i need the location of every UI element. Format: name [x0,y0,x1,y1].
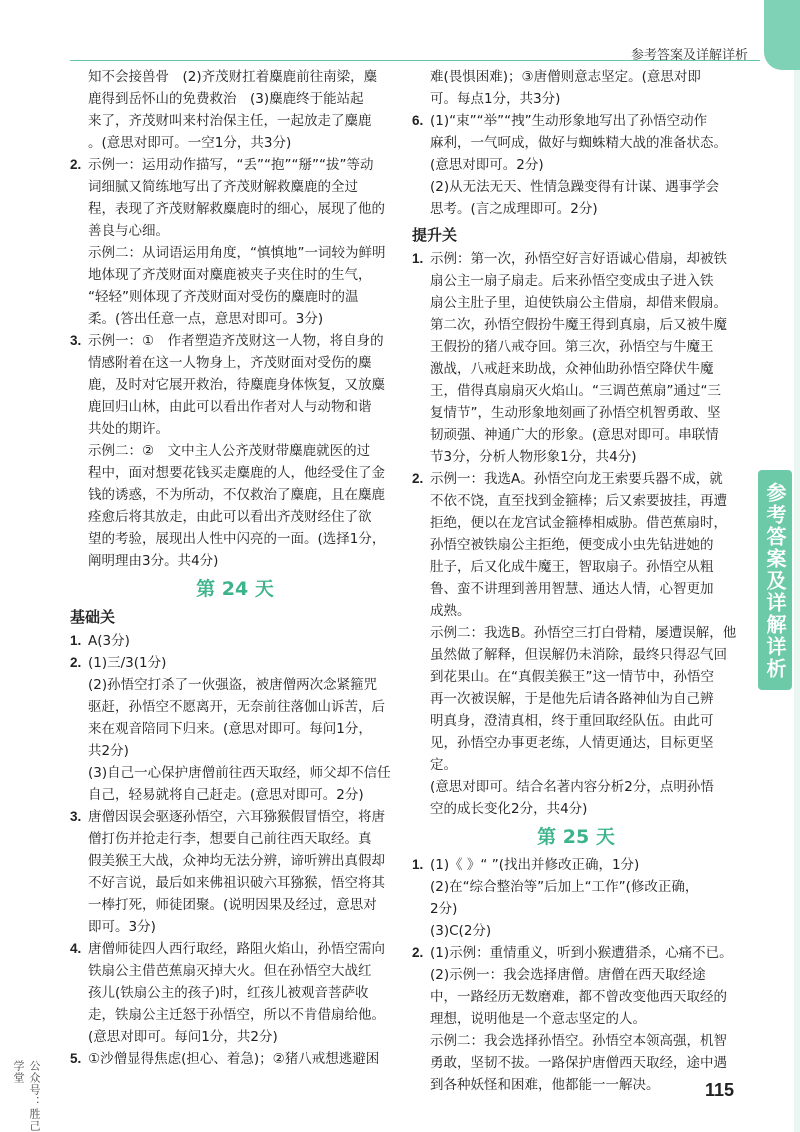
text-line: 鹿回归山林，由此可以看出作者对人与动物和谐 [88,399,372,415]
question-6 [412,110,740,220]
text-line: (3)C(2分) [430,923,492,939]
page-header [0,0,800,62]
text-line: 知不会接兽骨 (2)齐茂财扛着麋鹿前往南梁，麋 [88,69,378,85]
text-line: 成熟。 [430,603,471,619]
text-line: 拒绝，便以在龙宫试金箍棒相威胁。借芭蕉扇时， [430,515,727,531]
text-line: 程中，面对想要花钱买走麋鹿的人，他经受住了金 [88,465,385,481]
question-number: 3. [70,809,82,824]
text-line: (意思对即可。每问1分，共2分) [88,1029,278,1045]
text-line: 节3分，分析人物形象1分，共4分) [430,449,637,465]
text-line: 难(畏惧困难)；③唐僧则意志坚定。(意思对即 [430,69,701,85]
text-line: 空的成长变化2分，共4分) [430,801,588,817]
question-number: 2. [70,157,82,172]
text-line: 孩儿(铁扇公主的孩子)时，红孩儿被观音菩萨收 [88,985,369,1001]
section-title-advance: 提升关 [412,226,458,244]
text-line: 自己，轻易就将自己赶走。(意思对即可。2分) [88,787,364,803]
day25-question-2 [412,942,740,1096]
text-line: (1)“束”“举”“拽”生动形象地写出了孙悟空动作 [430,113,708,129]
text-line: 虽然做了解释，但误解仍未消除，最终只得忍气回 [430,647,727,663]
text-line: 阐明理由3分。共4分) [88,553,219,569]
text-line: 到花果山。在“真假美猴王”这一情节中，孙悟空 [430,669,714,685]
text-line: (2)孙悟空打杀了一伙强盗，被唐僧两次念紧箍咒 [88,677,378,693]
text-line: 再一次被误解，于是他先后请各路神仙为自己辨 [430,691,714,707]
left-column [70,66,400,1070]
question-number: 1. [412,251,424,266]
question-2 [70,154,400,330]
text-line: 钱的诱惑，不为所动，不仅救治了麋鹿，且在麋鹿 [88,487,385,503]
text-line: 假美猴王大战，众神均无法分辨，谛听辨出真假却 [88,853,385,869]
header-rule [70,60,760,61]
text-line: 柔。(答出任意一点，意思对即可。3分) [88,311,324,327]
text-line: 明真身，澄清真相，终于重回取经队伍。由此可 [430,713,714,729]
text-line: “轻轻”则体现了齐茂财面对受伤的麋鹿时的温 [88,289,359,305]
text-line: 麻利，一气呵成，做好与蜘蛛精大战的准备状态。 [430,135,727,151]
question-number: 5. [70,1051,82,1066]
text-line: 到各种妖怪和困难，他都能一一解决。 [430,1077,660,1093]
text-line: (2)从无法无天、性情急躁变得有计谋、遇事学会 [430,179,720,195]
text-line: 示例：第一次，孙悟空好言好语诚心借扇，却被铁 [430,251,727,267]
text-line: 示例二：我选B。孙悟空三打白骨精，屡遭误解，他 [430,625,737,641]
text-line: (2)在“综合整治等”后加上“工作”(修改正确， [430,879,699,895]
question-3 [70,330,400,572]
text-line: 扇公主一扇子扇走。后来孙悟空变成虫子进入铁 [430,273,714,289]
header-title: 参考答案及详解详析 [630,48,748,63]
text-line: 孙悟空被铁扇公主拒绝，便变成小虫先钻进她的 [430,537,714,553]
basic-question-4 [70,938,400,1048]
text-line: 僧打伤并抢走行李，想要自己前往西天取经。真 [88,831,372,847]
basic-question-2 [70,652,400,806]
text-line: A(3分) [88,633,130,649]
text-line: (3)自己一心保护唐僧前往西天取经，师父却不信任 [88,765,391,781]
basic-question-5 [70,1048,400,1070]
text-line: 示例二：从词语运用角度，“慎慎地”一词较为鲜明 [88,245,386,261]
text-line: 见，孙悟空办事更老练，人情更通达，目标更坚定。 [430,735,714,773]
text-line: 程，表现了齐茂财解救麋鹿时的细心，展现了他的 [88,201,385,217]
text-line: 一棒打死，师徒团聚。(说明因果及经过，意思对 [88,897,377,913]
text-line: 来在观音陪同下归来。(意思对即可。每问1分， [88,721,372,737]
question-number: 1. [70,633,82,648]
text-line: ①沙僧显得焦虑(担心、着急)；②猪八戒想逃避困 [88,1051,380,1067]
text-line: 唐僧师徒四人西行取经，路阻火焰山，孙悟空需向 [88,941,385,957]
day-25-title: 第 25 天 [537,826,615,848]
text-line: 不依不饶，直至找到金箍棒；后又索要披挂，再遭 [430,493,727,509]
side-tab [758,470,792,690]
text-line: (1)示例：重情重义，听到小猴遭猎杀，心痛不已。 [430,945,733,961]
text-line: 驱赶，孙悟空不愿离开，无奈前往落伽山诉苦，后 [88,699,385,715]
side-tab-label: 参考答案及详解详析 [763,482,787,680]
text-line: 2分) [430,901,458,917]
text-line: 望的考验，展现出人性中闪亮的一面。(选择1分， [88,531,386,547]
text-line: 不好言说，最后如来佛祖识破六耳猕猴，悟空将其 [88,875,385,891]
right-edge-stripe [794,70,800,1132]
question-number: 2. [412,945,424,960]
text-line: 鹿得到岳怀山的免费救治 (3)麋鹿终于能站起 [88,91,364,107]
text-line: (2)示例一：我会选择唐僧。唐僧在西天取经途 [430,967,706,983]
text-line: 鹿，及时对它展开救治，待麋鹿身体恢复，又放麋 [88,377,385,393]
text-line: 可。每点1分，共3分) [430,91,561,107]
text-line: (意思对即可。结合名著内容分析2分，点明孙悟 [430,779,714,795]
text-line: 词细腻又简练地写出了齐茂财解救麋鹿的全过 [88,179,358,195]
text-line: 勇敢，坚韧不拔。一路保护唐僧西天取经，途中遇 [430,1055,727,1071]
question-number: 1. [412,857,424,872]
right-column [412,66,740,1096]
text-line: 情感附着在这一人物身上，齐茂财面对受伤的麋 [88,355,372,371]
text-line: 痊愈后将其放走，由此可以看出齐茂财经住了欲 [88,509,372,525]
text-line: 即可。3分) [88,919,156,935]
text-line: 激战，八戒赶来助战，众神仙助孙悟空降伏牛魔 [430,361,714,377]
basic-question-1 [70,630,400,652]
day25-question-1 [412,854,740,942]
text-line: 共2分) [88,743,129,759]
question-number: 3. [70,333,82,348]
text-line: 共处的期许。 [88,421,169,437]
text-line: 示例一：① 作者塑造齐茂财这一人物，将自身的 [88,333,384,349]
text-line: 扇公主肚子里，迫使铁扇公主借扇，却借来假扇。 [430,295,727,311]
section-title-basic: 基础关 [70,608,116,626]
text-line: (1)《 》“ ”(找出并修改正确，1分) [430,857,640,873]
advance-question-2 [412,468,740,820]
text-line: 示例一：运用动作描写，“丢”“抱”“掰”“拔”等动 [88,157,374,173]
text-line: 王，借得真扇扇灭火焰山。“三调芭蕉扇”通过“三 [430,383,721,399]
text-line: 唐僧因误会驱逐孙悟空，六耳猕猴假冒悟空，将唐 [88,809,385,825]
text-line: 铁扇公主借芭蕉扇灭掉大火。但在孙悟空大战红 [88,963,372,979]
page-number: 115 [704,1080,734,1100]
left-margin-note: 公众号：胜己学堂 [12,1060,41,1132]
question-number: 4. [70,941,82,956]
question-number: 2. [412,471,424,486]
text-line: 来了，齐茂财叫来村治保主任，一起放走了麋鹿 [88,113,372,129]
text-line: 鲁、蛮不讲理到善用智慧、通达人情，心智更加 [430,581,714,597]
text-line: 王假扮的猪八戒夺回。第三次，孙悟空与牛魔王 [430,339,714,355]
text-line: 地体现了齐茂财面对麋鹿被夹子夹住时的生气， [88,267,372,283]
text-line: 韧顽强、神通广大的形象。(意思对即可。串联情 [430,427,719,443]
question-number: 6. [412,113,424,128]
corner-tab [764,0,800,70]
question-number: 2. [70,655,82,670]
text-line: 第二次，孙悟空假扮牛魔王得到真扇，后又被牛魔 [430,317,727,333]
advance-question-1 [412,248,740,468]
text-line: 肚子，后又化成牛魔王，智取扇子。孙悟空从粗 [430,559,714,575]
continued-answer-right [412,66,740,110]
text-line: 。(意思对即可。一空1分，共3分) [88,135,292,151]
text-line: (1)三/3(1分) [88,655,167,671]
text-line: 示例一：我选A。孙悟空向龙王索要兵器不成，就 [430,471,723,487]
text-line: 复情节”，生动形象地刻画了孙悟空机智勇敢、坚 [430,405,721,421]
text-line: 中，一路经历无数磨难，都不曾改变他西天取经的 [430,989,727,1005]
text-line: 理想，说明他是一个意志坚定的人。 [430,1011,646,1027]
text-line: 示例二：我会选择孙悟空。孙悟空本领高强，机智 [430,1033,727,1049]
text-line: 善良与心细。 [88,223,169,239]
text-line: 示例二：② 文中主人公齐茂财带麋鹿就医的过 [88,443,371,459]
text-line: 走，铁扇公主迁怒于孙悟空，所以不肯借扇给他。 [88,1007,385,1023]
text-line: (意思对即可。2分) [430,157,544,173]
basic-question-3 [70,806,400,938]
day-24-title: 第 24 天 [196,578,274,600]
text-line: 思考。(言之成理即可。2分) [430,201,598,217]
continued-answer [70,66,400,154]
